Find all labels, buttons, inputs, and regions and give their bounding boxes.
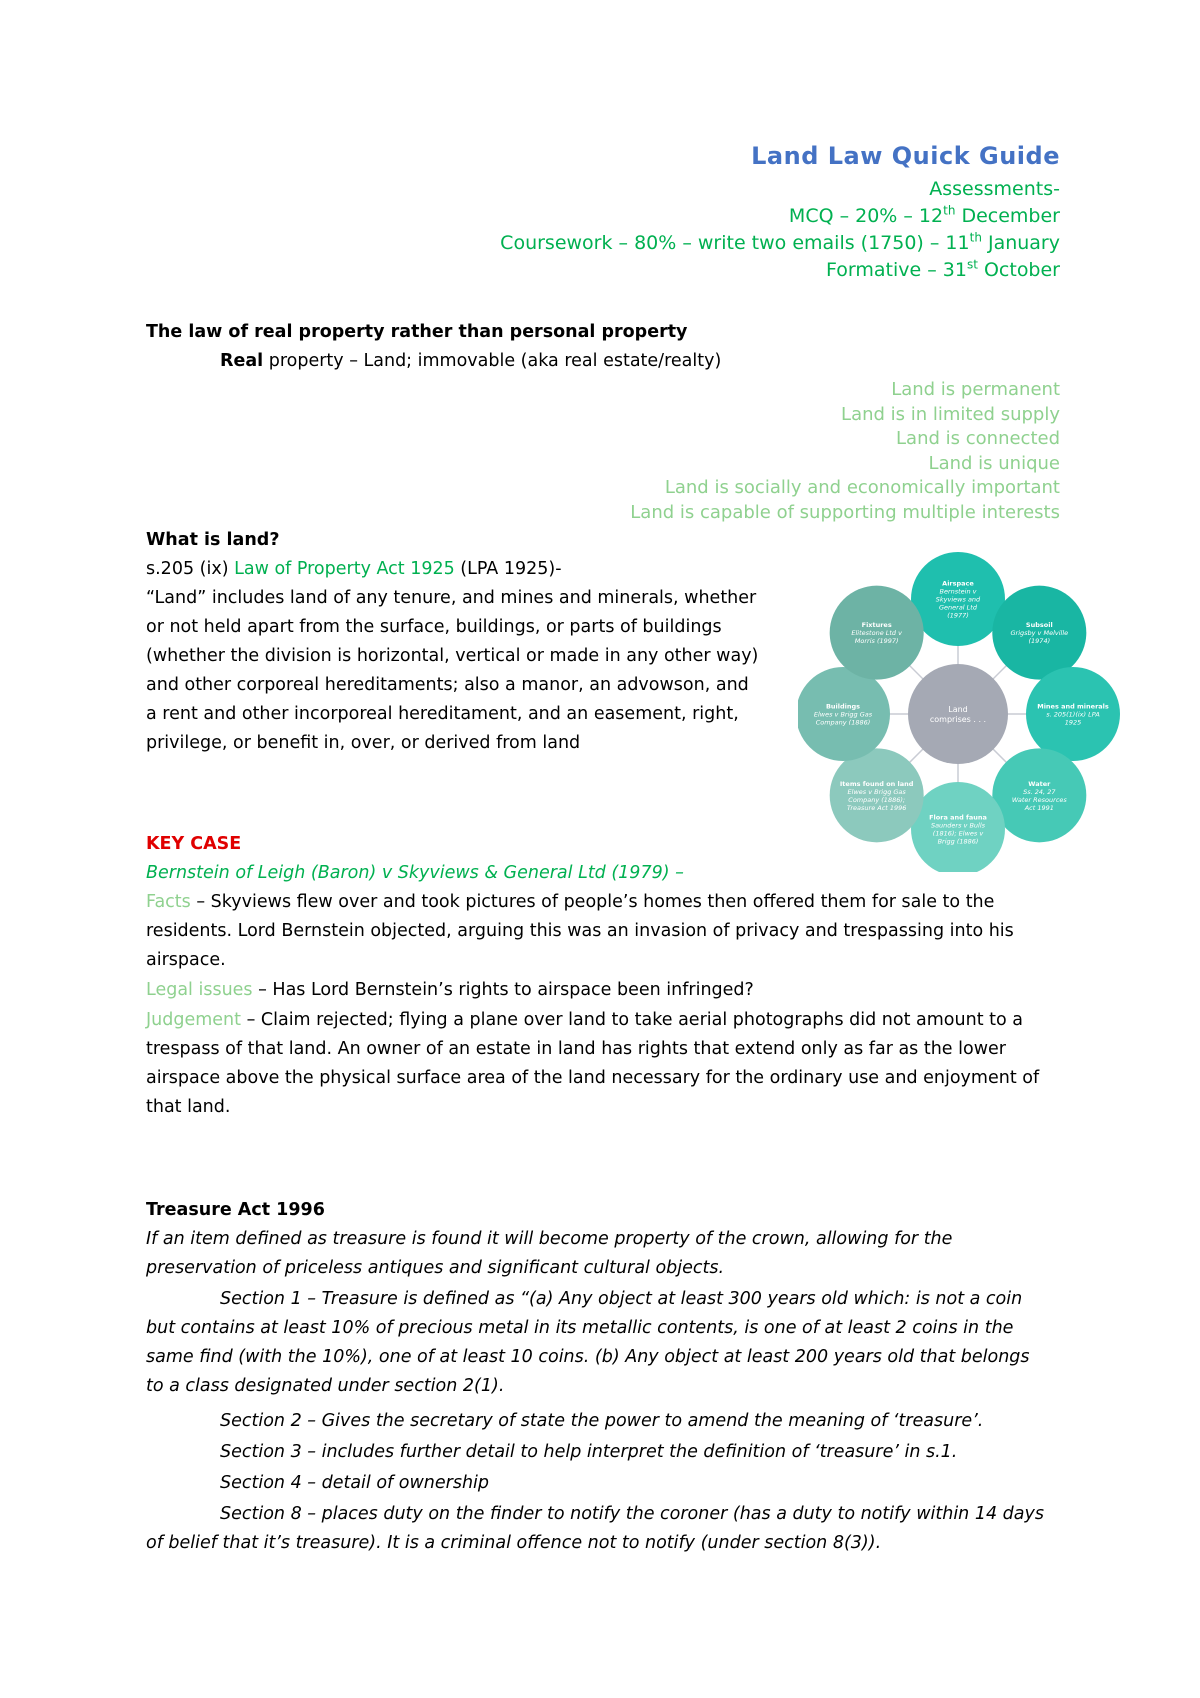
diagram-node-detail: (1974): [1028, 637, 1051, 646]
what-is-land-heading: What is land?: [146, 530, 280, 550]
assessment-formative: Formative – 31st October: [826, 257, 1060, 281]
treasure-section-4: Section 4 – detail of ownership: [220, 1473, 490, 1493]
diagram-node: [911, 782, 1005, 872]
definition-line: privilege, or benefit in, over, or derived from land: [146, 733, 581, 753]
diagram-center-circle: [908, 664, 1008, 764]
diagram-node: [992, 748, 1086, 842]
diagram-node-detail: General Ltd: [939, 603, 977, 612]
diagram-center: [908, 664, 1008, 764]
real-property-line: Real property – Land; immovable (aka real estate/realty): [220, 351, 722, 371]
diagram-node-detail: Brigg (1886): [937, 837, 979, 846]
land-property: Land is in limited supply: [841, 403, 1060, 425]
judgement-label: Judgement: [146, 1010, 242, 1030]
definition-line: a rent and other incorporeal hereditament, and an easement, right,: [146, 704, 739, 724]
land-property: Land is connected: [896, 428, 1060, 449]
diagram-node-detail: Grigsby v Melville: [1010, 629, 1069, 638]
legal-issues-label: Legal issues: [146, 980, 253, 1000]
treasure-section-8: Section 8 – places duty on the finder to notify the coroner (has a duty to notify within 14 days of belief that it’s treasure). It is a criminal offence not to notify (under section 8(3)).: [146, 1504, 1044, 1553]
diagram-node-title: Items found on land: [839, 779, 914, 788]
diagram-node-detail: (1816); Elwes v: [932, 829, 984, 838]
diagram-node-detail: s. 205(1)(ix) LPA: [1046, 710, 1100, 719]
diagram-node-detail: Saunders v Bulls: [930, 821, 986, 830]
assessments-label: Assessments-: [929, 178, 1060, 200]
assessment-mcq: MCQ – 20% – 12th December: [788, 203, 1060, 227]
judgement-paragraph: Judgement – Claim rejected; flying a plane over land to take aerial photographs did not amount to a trespass of that land. An owner of an estate in land has rights that extend only as far as the lower airspace above the physical surface area of the land necessary for the ordinary use and enjoyment of that land.: [146, 1010, 1040, 1117]
diagram-node-detail: Elitestone Ltd v: [851, 629, 902, 638]
diagram-node-title: Mines and minerals: [1037, 702, 1109, 711]
definition-line: and other corporeal hereditaments; also a manor, an advowson, and: [146, 675, 749, 695]
diagram-node-title: Flora and fauna: [929, 813, 987, 822]
diagram-node-detail: Morris (1997): [854, 637, 899, 646]
diagram-node-detail: Elwes v Brigg Gas: [847, 787, 906, 796]
diagram-node-detail: Company (1886);: [848, 795, 906, 804]
diagram-node-detail: Elwes v Brigg Gas: [813, 710, 873, 719]
assessments-block: [140, 176, 1060, 284]
diagram-node-title: Airspace: [942, 579, 974, 588]
land-definition: [146, 584, 786, 758]
facts-paragraph: Facts – Skyviews flew over and took pictures of people’s homes then offered them for sale to the residents. Lord Bernstein objected, arguing this was an invasion of privacy and trespassing into his airspace.: [146, 892, 1014, 970]
definition-line: (whether the division is horizontal, vertical or made in any other way): [146, 646, 759, 666]
land-property: Land is capable of supporting multiple interests: [630, 501, 1060, 523]
land-comprises-diagram: [798, 552, 1128, 872]
treasure-intro: If an item defined as treasure is found it will become property of the crown, allowing for the preservation of priceless antiques and significant cultural objects.: [146, 1229, 953, 1278]
land-properties-list: [140, 378, 1060, 525]
diagram-node: [798, 667, 890, 761]
treasure-section-2: Section 2 – Gives the secretary of state the power to amend the meaning of ‘treasure’.: [220, 1411, 984, 1431]
diagram-node-detail: Act 1991: [1024, 803, 1054, 812]
diagram-node-title: Fixtures: [861, 621, 892, 630]
definition-line: or not held apart from the surface, buildings, or parts of buildings: [146, 617, 722, 637]
definition-line: “Land” includes land of any tenure, and mines and minerals, whether: [146, 588, 757, 608]
treasure-section-1: Section 1 – Treasure is defined as “(a) Any object at least 300 years old which: is not a coin but contains at least 10% of precious metal in its metallic contents, is one of at least 2 coins in the same find (with the 10%), one of at least 10 coins. (b) Any object at least 200 years old that belongs to a class designated under section 2(1).: [146, 1289, 1030, 1396]
diagram-node: [1026, 667, 1120, 761]
diagram-node-detail: Bernstein v: [939, 587, 977, 596]
legal-issues-paragraph: Legal issues – Has Lord Bernstein’s rights to airspace been infringed?: [146, 980, 754, 1000]
diagram-node-detail: Water Resources: [1011, 795, 1067, 804]
diagram-node-detail: Ss. 24, 27: [1023, 787, 1056, 796]
diagram-node: [911, 552, 1005, 646]
land-property: Land is permanent: [891, 379, 1060, 400]
diagram-center-label: Land: [948, 705, 968, 714]
land-property: Land is socially and economically important: [664, 477, 1060, 498]
diagram-node: [830, 748, 924, 842]
diagram-node-detail: 1925: [1064, 718, 1082, 727]
treasure-act-heading: Treasure Act 1996: [146, 1200, 325, 1220]
lpa-section-line: s.205 (ix) Law of Property Act 1925 (LPA 1925)-: [146, 559, 562, 579]
diagram-node: [992, 586, 1086, 680]
assessment-coursework: Coursework – 80% – write two emails (1750) – 11th January: [500, 230, 1060, 254]
diagram-node-title: Water: [1028, 779, 1051, 788]
land-property: Land is unique: [928, 452, 1060, 474]
case-name: Bernstein of Leigh (Baron) v Skyviews & General Ltd (1979) –: [146, 863, 684, 883]
diagram-center-label: comprises . . .: [929, 715, 987, 724]
diagram-node-title: Buildings: [825, 702, 861, 711]
diagram-node-detail: Company (1886): [815, 718, 871, 727]
document-title: Land Law Quick Guide: [751, 142, 1060, 170]
intro-heading: The law of real property rather than personal property: [146, 322, 688, 342]
diagram-node-title: Subsoil: [1025, 621, 1053, 630]
key-case-label: KEY CASE: [146, 834, 242, 854]
facts-label: Facts: [146, 892, 191, 912]
diagram-node: [830, 586, 924, 680]
diagram-node-detail: (1977): [947, 611, 969, 620]
diagram-node-detail: Treasure Act 1996: [846, 803, 907, 812]
treasure-section-3: Section 3 – includes further detail to help interpret the definition of ‘treasure’ in s.1.: [220, 1442, 958, 1462]
diagram-node-detail: Skyviews and: [935, 595, 981, 604]
